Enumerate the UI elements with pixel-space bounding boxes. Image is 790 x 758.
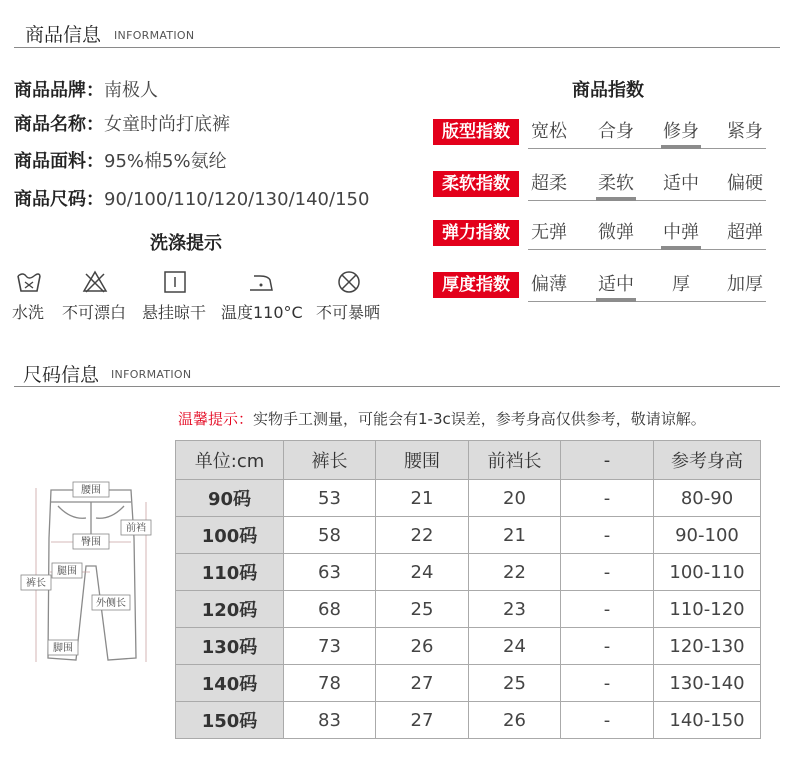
info-label: 商品名称： [14,114,104,135]
index-option: 厚 [672,274,690,295]
index-scale-line [528,148,766,149]
index-option: 加厚 [727,274,763,295]
info-label: 商品尺码： [14,189,104,210]
product-section-subtitle: INFORMATION [114,29,195,42]
table-header-cell: - [561,441,654,480]
size-label-cell: 100码 [176,517,284,554]
wash-basin-icon [16,270,42,294]
iron-label: 温度110°C [221,303,303,322]
index-selected-marker [661,145,701,149]
size-label-cell: 150码 [176,702,284,739]
wash-label: 水洗 [12,303,45,322]
table-header-cell: 裤长 [284,441,376,480]
table-row [176,665,761,702]
table-cell: 68 [284,591,376,628]
info-row-size [14,185,369,211]
table-row [176,480,761,517]
table-row [176,591,761,628]
index-scale-line [528,200,766,201]
table-cell: 26 [469,702,561,739]
table-cell: 78 [284,665,376,702]
index-option: 超弹 [727,222,763,243]
info-value: 女童时尚打底裤 [104,114,230,135]
size-label-cell: 140码 [176,665,284,702]
size-table [175,440,761,739]
index-tag: 弹力指数 [433,220,519,246]
index-selected-marker [661,246,701,250]
index-option: 适中 [598,274,634,295]
table-cell: 63 [284,554,376,591]
index-option: 宽松 [531,121,567,142]
table-cell: 25 [469,665,561,702]
index-tag: 版型指数 [433,119,519,145]
index-option: 微弹 [598,222,634,243]
index-option: 偏硬 [727,173,763,194]
table-cell: 90-100 [654,517,761,554]
table-cell: 110-120 [654,591,761,628]
table-cell: - [561,591,654,628]
table-cell: 58 [284,517,376,554]
index-option: 柔软 [598,173,634,194]
table-cell: - [561,702,654,739]
size-section-divider [14,386,780,387]
table-cell: 80-90 [654,480,761,517]
info-row-brand [14,76,158,102]
diagram-label-hem: 脚围 [53,643,73,654]
index-option: 适中 [663,173,699,194]
table-header-row [176,441,761,480]
table-cell: 24 [469,628,561,665]
table-cell: - [561,665,654,702]
table-header-cell: 前裆长 [469,441,561,480]
index-selected-marker [596,298,636,302]
info-label: 商品品牌： [14,80,104,101]
table-cell: 22 [469,554,561,591]
info-row-fabric [14,147,227,173]
no-bleach-label: 不可漂白 [62,303,127,322]
diagram-label-waist: 腰围 [81,485,101,496]
info-value: 南极人 [104,80,158,101]
hang-dry-icon [162,270,188,294]
table-cell: 130-140 [654,665,761,702]
table-cell: - [561,517,654,554]
table-header-cell: 参考身高 [654,441,761,480]
index-scale-line [528,249,766,250]
washing-title: 洗涤提示 [150,233,222,254]
index-tag: 柔软指数 [433,171,519,197]
table-cell: 53 [284,480,376,517]
index-title: 商品指数 [572,80,644,101]
index-option: 无弹 [531,222,567,243]
table-cell: 21 [469,517,561,554]
table-cell: 21 [376,480,469,517]
table-cell: 22 [376,517,469,554]
diagram-label-thigh: 腿围 [57,566,77,577]
index-scale-line [528,301,766,302]
table-header-cell: 腰围 [376,441,469,480]
table-cell: - [561,480,654,517]
index-option: 修身 [663,121,699,142]
table-cell: - [561,628,654,665]
diagram-label-hip: 臀围 [81,537,101,548]
size-label-cell: 120码 [176,591,284,628]
table-cell: 73 [284,628,376,665]
index-option: 偏薄 [531,274,567,295]
size-section-title: 尺码信息 [23,364,100,386]
table-row [176,517,761,554]
no-bleach-icon [82,270,108,294]
table-cell: 27 [376,665,469,702]
info-value: 90/100/110/120/130/140/150 [104,189,370,210]
diagram-label-outseam: 外侧长 [96,598,126,609]
size-label-cell: 110码 [176,554,284,591]
info-value: 95%棉5%氨纶 [104,151,227,172]
size-label-cell: 130码 [176,628,284,665]
table-cell: 23 [469,591,561,628]
table-cell: 140-150 [654,702,761,739]
table-cell: 26 [376,628,469,665]
index-option: 中弹 [663,222,699,243]
tip-text: 实物手工测量，可能会有1-3c误差，参考身高仅供参考，敬请谅解。 [253,410,706,428]
measurement-tip [178,408,706,429]
index-selected-marker [596,197,636,201]
table-cell: 120-130 [654,628,761,665]
pants-measurement-diagram [16,478,166,678]
hang-dry-label: 悬挂晾干 [142,303,207,322]
no-sun-icon [336,270,362,294]
product-section-divider [14,47,780,48]
info-label: 商品面料： [14,151,104,172]
table-row [176,702,761,739]
no-sun-label: 不可暴晒 [316,303,381,322]
table-cell: 27 [376,702,469,739]
table-row [176,554,761,591]
table-header-cell: 单位:cm [176,441,284,480]
table-cell: 20 [469,480,561,517]
index-tag: 厚度指数 [433,272,519,298]
index-option: 紧身 [727,121,763,142]
table-cell: 24 [376,554,469,591]
index-option: 超柔 [531,173,567,194]
table-cell: 100-110 [654,554,761,591]
table-row [176,628,761,665]
info-row-name [14,110,230,136]
tip-label: 温馨提示： [178,410,254,428]
size-label-cell: 90码 [176,480,284,517]
diagram-label-front-rise: 前裆 [126,523,146,534]
product-section-title: 商品信息 [25,24,102,46]
table-cell: - [561,554,654,591]
diagram-label-length: 裤长 [26,578,46,589]
iron-icon [248,270,274,294]
table-cell: 83 [284,702,376,739]
size-section-subtitle: INFORMATION [111,368,192,381]
index-option: 合身 [598,121,634,142]
table-cell: 25 [376,591,469,628]
